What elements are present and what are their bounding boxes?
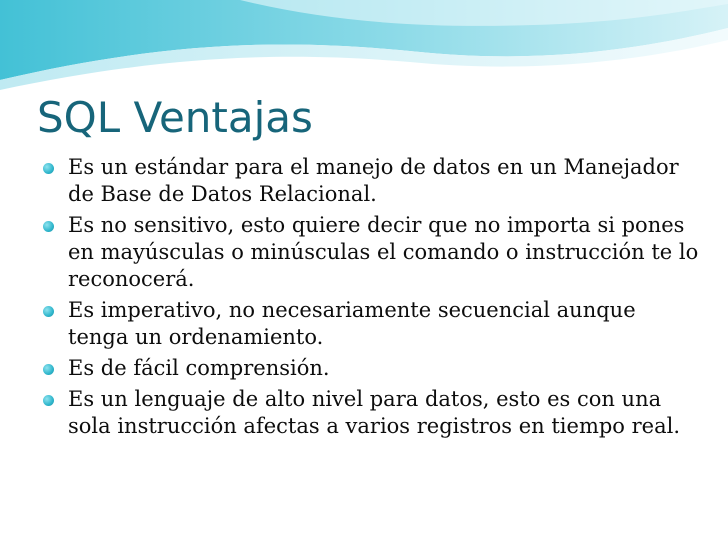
header-wave-decoration: [0, 0, 728, 90]
bullet-list: [40, 154, 700, 444]
circle-bullet-icon: [43, 306, 54, 317]
circle-bullet-icon: [43, 163, 54, 174]
bullet-text: Es un estándar para el manejo de datos en un Manejador de Base de Datos Relacional.: [68, 155, 679, 206]
circle-bullet-icon: [43, 364, 54, 375]
slide-title: SQL Ventajas: [37, 93, 313, 142]
bullet-text: Es de fácil comprensión.: [68, 356, 330, 380]
bullet-item: [40, 386, 700, 440]
bullet-item: [40, 154, 700, 208]
bullet-item: [40, 355, 700, 382]
circle-bullet-icon: [43, 221, 54, 232]
bullet-text: Es no sensitivo, esto quiere decir que no importa si pones en mayúsculas o minúsculas el comando o instrucción te lo reconocerá.: [68, 213, 699, 291]
bullet-text: Es un lenguaje de alto nivel para datos, esto es con una sola instrucción afectas a varios registros en tiempo real.: [68, 387, 680, 438]
bullet-item: [40, 297, 700, 351]
circle-bullet-icon: [43, 395, 54, 406]
bullet-text: Es imperativo, no necesariamente secuencial aunque tenga un ordenamiento.: [68, 298, 636, 349]
bullet-item: [40, 212, 700, 293]
